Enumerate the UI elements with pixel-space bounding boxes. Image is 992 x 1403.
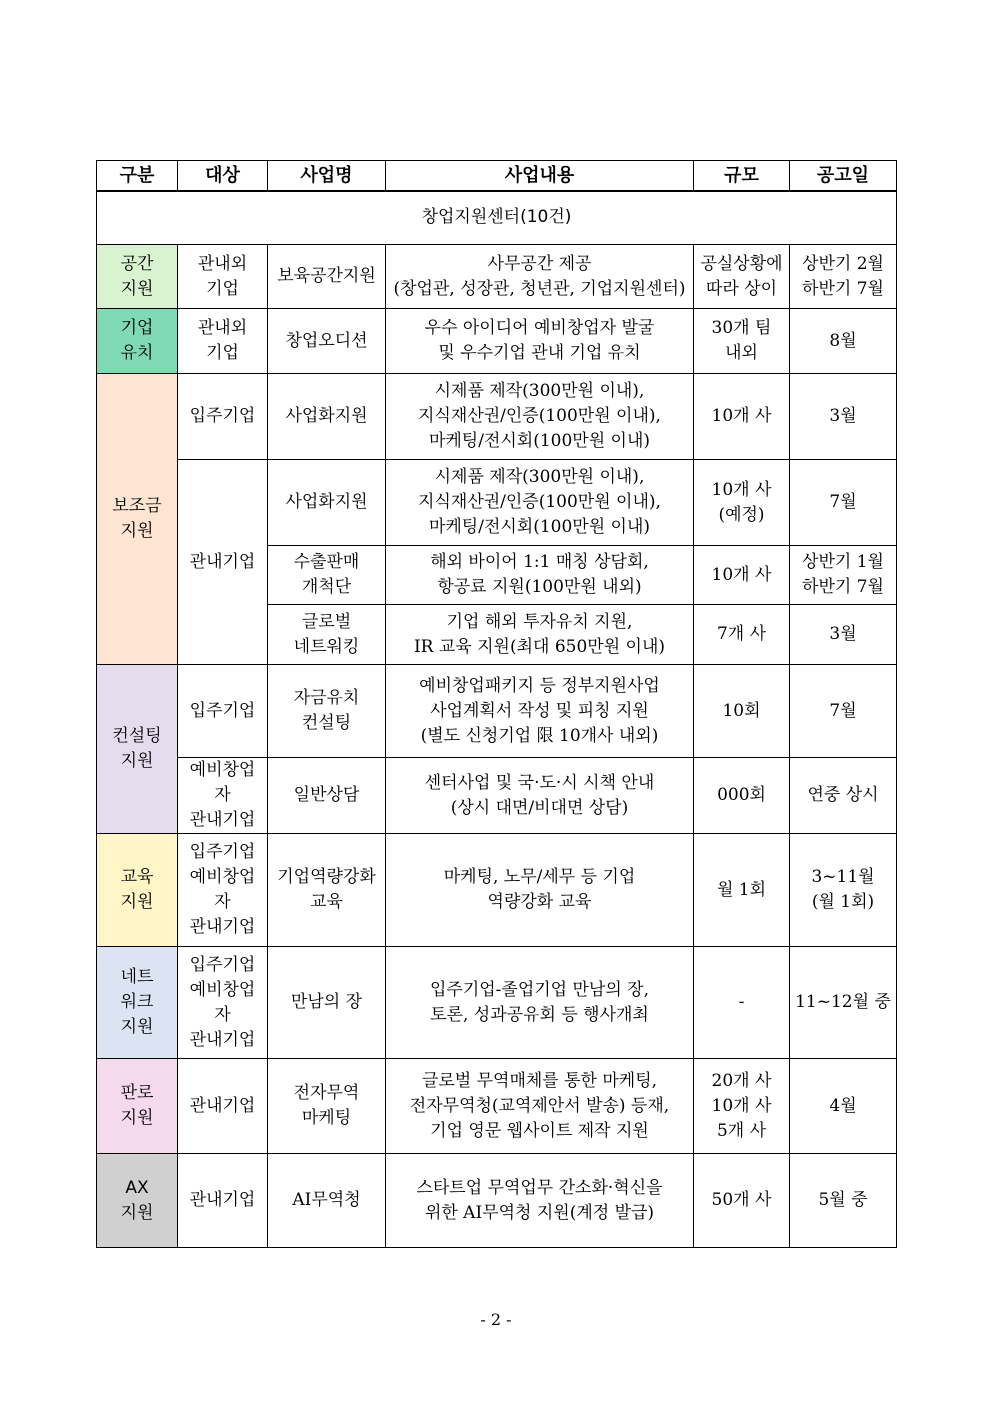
scale-cell: 10회: [694, 665, 790, 758]
target-cell: 입주기업 예비창업자 관내기업: [178, 834, 268, 947]
target-cell: 관내외 기업: [178, 309, 268, 374]
business-content-cell: 글로벌 무역매체를 통한 마케팅, 전자무역청(교역제안서 발송) 등재, 기업 영문 웹사이트 제작 지원: [386, 1059, 694, 1154]
announce-date-cell: 7월: [790, 460, 897, 546]
target-cell: 입주기업 예비창업자 관내기업: [178, 947, 268, 1059]
announce-date-cell: 상반기 1월 하반기 7월: [790, 546, 897, 605]
page-number: - 2 -: [480, 1310, 512, 1329]
target-cell: 관내기업: [178, 460, 268, 665]
table-row: [97, 834, 897, 947]
table-row: [97, 309, 897, 374]
table-row: [97, 245, 897, 309]
announce-date-cell: 5월 중: [790, 1154, 897, 1248]
header-announce-date: 공고일: [790, 161, 897, 191]
business-name-cell: 일반상담: [268, 758, 386, 834]
header-scale: 규모: [694, 161, 790, 191]
business-content-cell: 예비창업패키지 등 정부지원사업 사업계획서 작성 및 피칭 지원 (별도 신청기업 限 10개사 내외): [386, 665, 694, 758]
target-cell: 입주기업: [178, 665, 268, 758]
header-business-content: 사업내용: [386, 161, 694, 191]
business-content-cell: 시제품 제작(300만원 이내), 지식재산권/인증(100만원 이내), 마케팅/전시회(100만원 이내): [386, 460, 694, 546]
business-name-cell: 자금유치 컨설팅: [268, 665, 386, 758]
header-row: [97, 161, 897, 191]
category-education: 교육 지원: [97, 834, 178, 947]
business-content-cell: 센터사업 및 국·도·시 시책 안내 (상시 대면/비대면 상담): [386, 758, 694, 834]
table-row: [97, 758, 897, 834]
target-cell: 관내기업: [178, 1154, 268, 1248]
business-content-cell: 우수 아이디어 예비창업자 발굴 및 우수기업 관내 기업 유치: [386, 309, 694, 374]
announce-date-cell: 3~11월 (월 1회): [790, 834, 897, 947]
target-cell: 예비창업자 관내기업: [178, 758, 268, 834]
target-cell: 입주기업: [178, 374, 268, 460]
business-name-cell: 기업역량강화 교육: [268, 834, 386, 947]
target-cell: 관내기업: [178, 1059, 268, 1154]
business-content-cell: 해외 바이어 1:1 매칭 상담회, 항공료 지원(100만원 내외): [386, 546, 694, 605]
business-content-cell: 마케팅, 노무/세무 등 기업 역량강화 교육: [386, 834, 694, 947]
table-row: [97, 460, 897, 546]
business-name-cell: 만남의 장: [268, 947, 386, 1059]
scale-cell: 000회: [694, 758, 790, 834]
category-network: 네트 워크 지원: [97, 947, 178, 1059]
scale-cell: 월 1회: [694, 834, 790, 947]
header-business-name: 사업명: [268, 161, 386, 191]
announce-date-cell: 7월: [790, 665, 897, 758]
business-name-cell: 보육공간지원: [268, 245, 386, 309]
announce-date-cell: 3월: [790, 605, 897, 665]
announce-date-cell: 연중 상시: [790, 758, 897, 834]
category-ax: AX 지원: [97, 1154, 178, 1248]
scale-cell: 공실상황에 따라 상이: [694, 245, 790, 309]
business-content-cell: 기업 해외 투자유치 지원, IR 교육 지원(최대 650만원 이내): [386, 605, 694, 665]
table-row: [97, 1059, 897, 1154]
business-table: [96, 160, 897, 1248]
announce-date-cell: 3월: [790, 374, 897, 460]
header-category: 구분: [97, 161, 178, 191]
scale-cell: 30개 팀 내외: [694, 309, 790, 374]
category-space: 공간 지원: [97, 245, 178, 309]
scale-cell: 20개 사 10개 사 5개 사: [694, 1059, 790, 1154]
section-row: [97, 191, 897, 245]
table-row: [97, 1154, 897, 1248]
announce-date-cell: 8월: [790, 309, 897, 374]
section-title: 창업지원센터(10건): [97, 191, 897, 245]
business-content-cell: 입주기업-졸업기업 만남의 장, 토론, 성과공유회 등 행사개최: [386, 947, 694, 1059]
scale-cell: -: [694, 947, 790, 1059]
announce-date-cell: 11~12월 중: [790, 947, 897, 1059]
header-target: 대상: [178, 161, 268, 191]
table-row: [97, 374, 897, 460]
business-name-cell: 사업화지원: [268, 374, 386, 460]
business-name-cell: 글로벌 네트워킹: [268, 605, 386, 665]
business-name-cell: 창업오디션: [268, 309, 386, 374]
scale-cell: 10개 사: [694, 546, 790, 605]
business-content-cell: 시제품 제작(300만원 이내), 지식재산권/인증(100만원 이내), 마케팅/전시회(100만원 이내): [386, 374, 694, 460]
table-row: [97, 665, 897, 758]
business-name-cell: AI무역청: [268, 1154, 386, 1248]
category-subsidy: 보조금 지원: [97, 374, 178, 665]
table-row: [97, 947, 897, 1059]
target-cell: 관내외 기업: [178, 245, 268, 309]
scale-cell: 7개 사: [694, 605, 790, 665]
business-name-cell: 전자무역 마케팅: [268, 1059, 386, 1154]
scale-cell: 10개 사 (예정): [694, 460, 790, 546]
category-market: 판로 지원: [97, 1059, 178, 1154]
scale-cell: 50개 사: [694, 1154, 790, 1248]
announce-date-cell: 4월: [790, 1059, 897, 1154]
scale-cell: 10개 사: [694, 374, 790, 460]
category-consult: 컨설팅 지원: [97, 665, 178, 834]
business-content-cell: 사무공간 제공 (창업관, 성장관, 청년관, 기업지원센터): [386, 245, 694, 309]
business-name-cell: 사업화지원: [268, 460, 386, 546]
business-name-cell: 수출판매 개척단: [268, 546, 386, 605]
category-attract: 기업 유치: [97, 309, 178, 374]
business-content-cell: 스타트업 무역업무 간소화·혁신을 위한 AI무역청 지원(계정 발급): [386, 1154, 694, 1248]
announce-date-cell: 상반기 2월 하반기 7월: [790, 245, 897, 309]
